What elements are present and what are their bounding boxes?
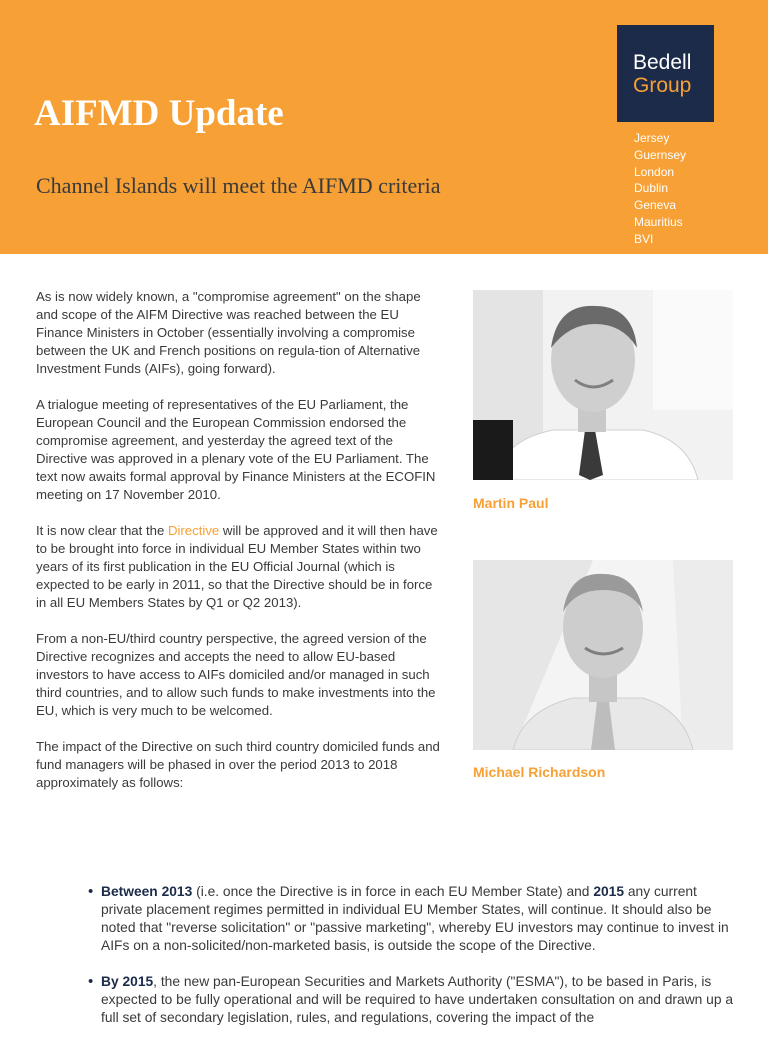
logo-line-2: Group bbox=[633, 74, 692, 97]
directive-link[interactable]: Directive bbox=[167, 523, 220, 538]
bullet-text: , the new pan-European Securities and Markets Authority ("ESMA"), to be based in Paris, is expected to be fully operational and will be required to have undertaken consultation on and drawn up a full set of secondary legislation, rules, and regulations, covering the impact of the bbox=[101, 974, 734, 1025]
portrait-image bbox=[473, 290, 733, 480]
location-item: London bbox=[634, 164, 675, 179]
bullet-text: any current private placement regimes permitted in individual EU Member States, will continue. It should also be noted that "reverse solicitation" or "passive marketing", whereby EU investors may continue to invest in AIFs on a non-solicited/non-marketed basis, is outside the scope of the Directive. bbox=[101, 884, 729, 953]
paragraph-4: From a non-EU/third country perspective, the agreed version of the Directive recognizes and accepts the need to allow EU-based investors to have access to AIFs domiciled and/or managed in such third countries, and to allow such funds to make investments into the EU, which is very much to be welcomed. bbox=[36, 631, 436, 718]
article-body bbox=[36, 288, 444, 810]
logo-line-1: Bedell bbox=[633, 51, 692, 74]
office-locations bbox=[634, 130, 686, 248]
photo-martin-paul bbox=[473, 290, 733, 480]
paragraph-3-start: It is now clear that the bbox=[36, 523, 168, 538]
bullet-item bbox=[88, 883, 738, 955]
location-item: Dublin bbox=[634, 181, 669, 196]
bullet-text: (i.e. once the Directive is in force in each EU Member State) and bbox=[192, 884, 594, 899]
header-banner bbox=[0, 0, 768, 254]
page-title: AIFMD Update bbox=[34, 93, 284, 134]
location-item: Jersey bbox=[634, 131, 670, 145]
bullet-item bbox=[88, 973, 738, 1027]
portrait-image bbox=[473, 560, 733, 750]
paragraph-1: As is now widely known, a "compromise agreement" on the shape and scope of the AIFM Directive was reached between the EU Finance Ministers in October (essentially involving a compromise between the UK and French positions on regula-tion of Alternative Investment Funds (AIFs), going forward). bbox=[36, 289, 421, 376]
paragraph-3 bbox=[36, 522, 444, 612]
bullet-bold: By 2015 bbox=[101, 974, 154, 989]
caption-martin-paul: Martin Paul bbox=[473, 495, 549, 511]
bedell-group-logo bbox=[617, 25, 714, 122]
location-item: BVI bbox=[634, 231, 654, 246]
paragraph-3-end: will be approved and it will then have to be brought into force in individual EU Member States within two years of its first publication in the EU Official Journal (which is expected to be early in 2011, so that the Directive should be in force in all EU Members States by Q1 or Q2 2013). bbox=[36, 523, 438, 610]
bullet-bold: Between 2013 bbox=[101, 884, 193, 899]
photo-michael-richardson bbox=[473, 560, 733, 750]
caption-michael-richardson: Michael Richardson bbox=[473, 764, 606, 780]
paragraph-5: The impact of the Directive on such third country domiciled funds and fund managers will be phased in over the period 2013 to 2018 approximately as follows: bbox=[36, 739, 440, 790]
paragraph-2: A trialogue meeting of representatives of the EU Parliament, the European Council and the European Commission endorsed the compromise agreement, and yesterday the agreed text of the Directive was approved in a plenary vote of the EU Parliament. The text now awaits formal approval by Finance Ministers at the ECOFIN meeting on 17 November 2010. bbox=[36, 397, 436, 502]
bullet-bold: 2015 bbox=[593, 884, 625, 899]
location-item: Geneva bbox=[634, 198, 677, 213]
page-subtitle: Channel Islands will meet the AIFMD criteria bbox=[36, 173, 441, 198]
location-item: Mauritius bbox=[634, 214, 683, 229]
phase-timeline-list bbox=[88, 883, 738, 1045]
location-item: Guernsey bbox=[634, 147, 687, 162]
